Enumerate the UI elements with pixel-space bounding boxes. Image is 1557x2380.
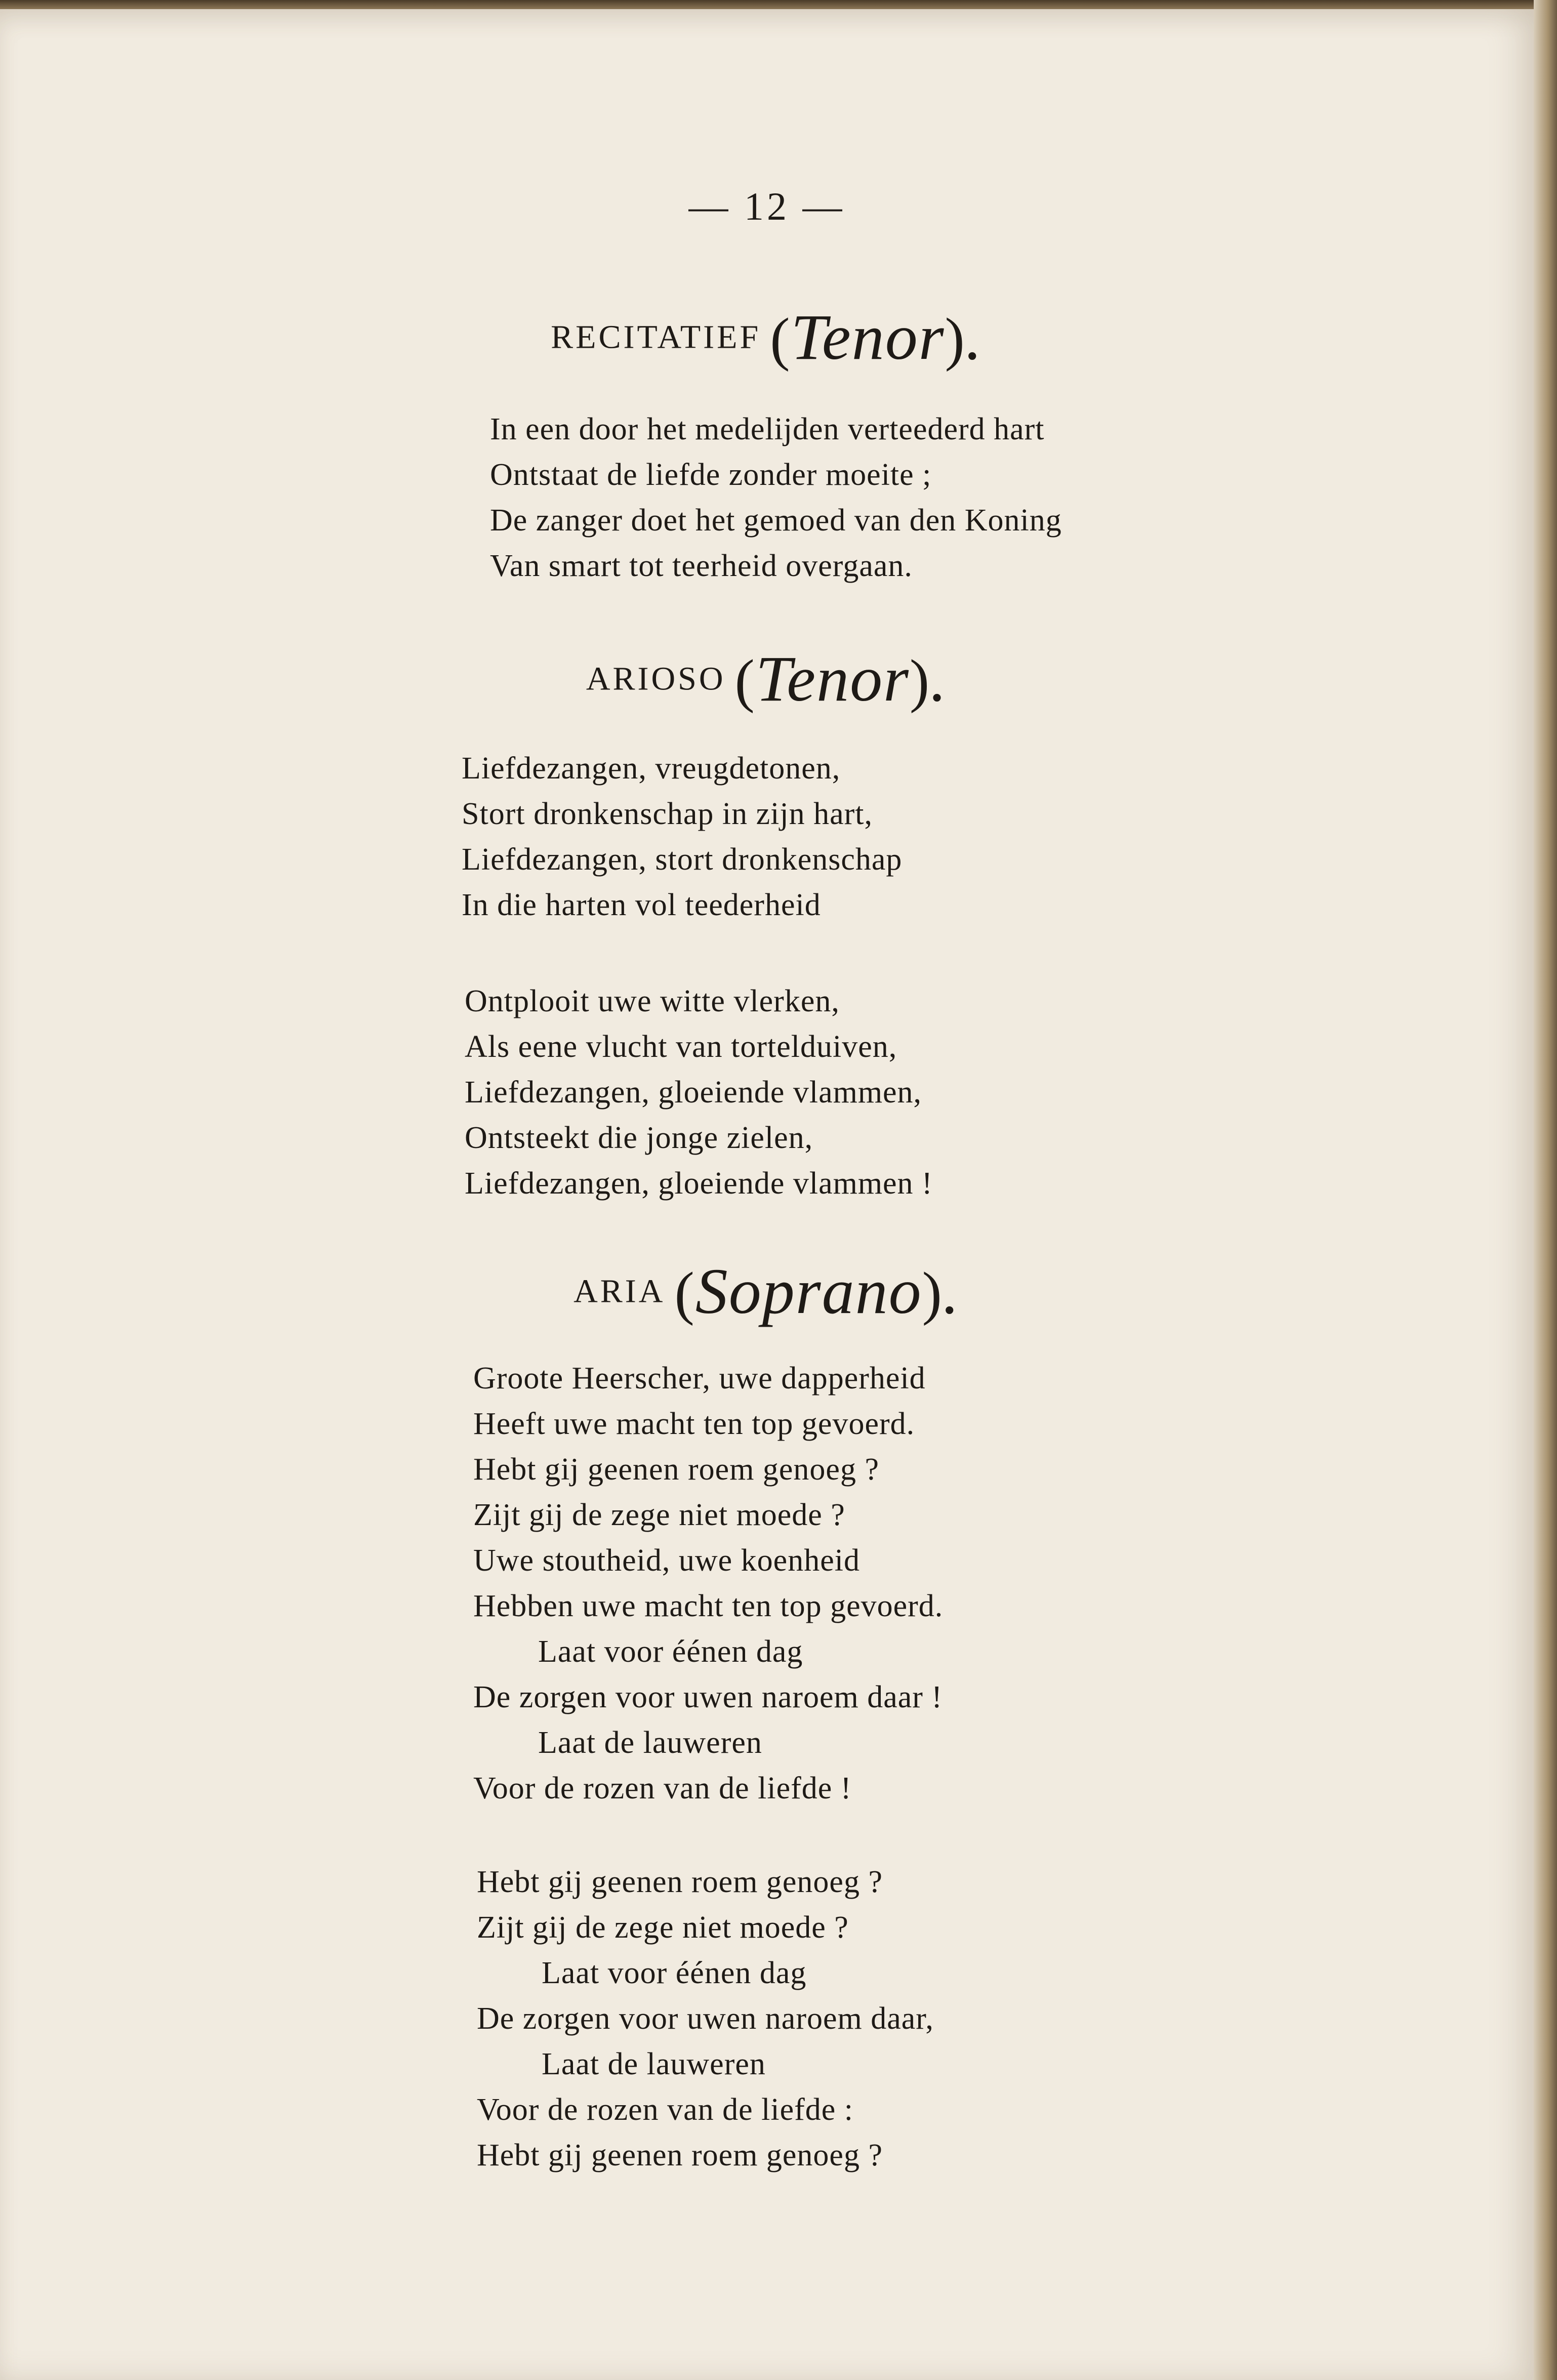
verse-line: Ontstaat de liefde zonder moeite ; xyxy=(490,458,932,492)
verse-line: Hebt gij geenen roem genoeg ? xyxy=(477,2138,883,2172)
verse-line: Laat voor éénen dag xyxy=(542,1956,807,1990)
verse-line: Heeft uwe macht ten top gevoerd. xyxy=(473,1407,915,1441)
section-heading-aria xyxy=(0,1254,1534,1329)
verse-line: Groote Heerscher, uwe dapperheid xyxy=(473,1361,926,1396)
verse-line: Ontplooit uwe witte vlerken, xyxy=(465,984,840,1018)
verse-line: Voor de rozen van de liefde ! xyxy=(473,1771,852,1805)
verse-line: Hebben uwe macht ten top gevoerd. xyxy=(473,1589,944,1623)
book-page-edge xyxy=(1534,0,1557,2380)
section-voice: (Tenor). xyxy=(770,301,983,373)
section-label: ARIA xyxy=(573,1273,666,1310)
verse-line: Hebt gij geenen roem genoeg ? xyxy=(473,1452,879,1487)
verse-line: Ontsteekt die jonge zielen, xyxy=(465,1121,813,1155)
aria-stanza-2 xyxy=(477,1859,934,2178)
verse-line: Uwe stoutheid, uwe koenheid xyxy=(473,1543,860,1578)
verse-line: Zijt gij de zege niet moede ? xyxy=(473,1498,845,1532)
verse-line: Voor de rozen van de liefde : xyxy=(477,2092,854,2127)
verse-line: Als eene vlucht van tortelduiven, xyxy=(465,1030,897,1064)
arioso-stanza-2 xyxy=(465,978,933,1206)
verse-line: Stort dronkenschap in zijn hart, xyxy=(462,797,873,831)
section-label: ARIOSO xyxy=(586,660,726,697)
verse-line: Liefdezangen, stort dronkenschap xyxy=(462,842,903,877)
arioso-stanza-1 xyxy=(462,746,902,928)
verse-line: Hebt gij geenen roem genoeg ? xyxy=(477,1865,883,1899)
verse-line: Van smart tot teerheid overgaan. xyxy=(490,549,913,583)
aria-stanza-1 xyxy=(473,1356,943,1811)
verse-line: Laat de lauweren xyxy=(542,2047,766,2081)
section-label: RECITATIEF xyxy=(551,318,761,356)
verse-line: In die harten vol teederheid xyxy=(462,888,821,922)
book-page xyxy=(0,9,1534,2380)
verse-line: Laat voor éénen dag xyxy=(538,1634,803,1669)
section-heading-recitatief xyxy=(0,300,1534,375)
verse-line: Zijt gij de zege niet moede ? xyxy=(477,1910,849,1945)
section-voice: (Soprano). xyxy=(674,1255,960,1327)
section-heading-arioso xyxy=(0,642,1534,716)
verse-line: De zanger doet het gemoed van den Koning xyxy=(490,503,1062,538)
verse-line: Liefdezangen, gloeiende vlammen ! xyxy=(465,1166,933,1201)
verse-line: Liefdezangen, gloeiende vlammen, xyxy=(465,1075,922,1110)
section-voice: (Tenor). xyxy=(734,643,948,715)
page-number: — 12 — xyxy=(688,184,845,228)
book-top-edge xyxy=(0,0,1557,9)
verse-line: In een door het medelijden verteederd hart xyxy=(490,412,1045,446)
verse-line: De zorgen voor uwen naroem daar ! xyxy=(473,1680,943,1714)
recitatief-stanza-1 xyxy=(490,406,1062,589)
verse-line: Liefdezangen, vreugdetonen, xyxy=(462,751,841,786)
verse-line: De zorgen voor uwen naroem daar, xyxy=(477,2001,934,2036)
verse-line: Laat de lauweren xyxy=(538,1726,762,1760)
